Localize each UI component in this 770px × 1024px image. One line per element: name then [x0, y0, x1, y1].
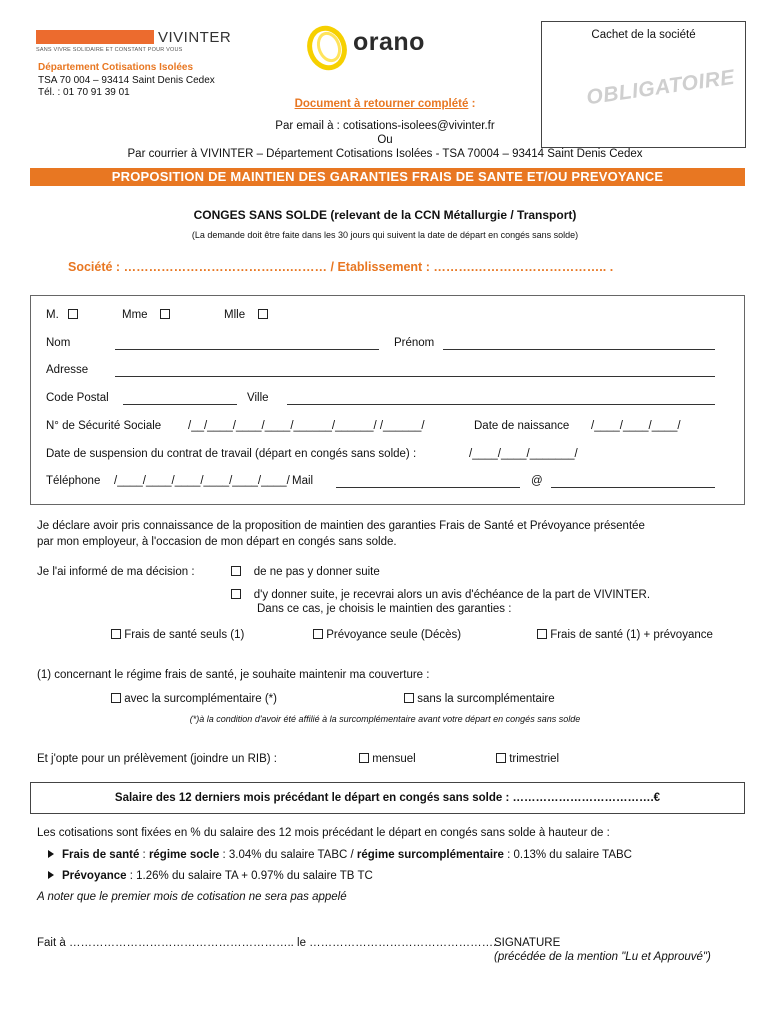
civility-mme-checkbox[interactable]	[160, 309, 170, 319]
guarantee-both-checkbox[interactable]	[537, 629, 547, 639]
return-instructions-title: Document à retourner complété :	[294, 98, 476, 110]
mail-user-field[interactable]	[336, 487, 520, 488]
orano-logo-icon	[305, 22, 353, 72]
decision-accept-continued: Dans ce cas, je choisis le maintien des garanties :	[257, 603, 512, 615]
guarantee-health-and-provident: Frais de santé (1) + prévoyance	[537, 629, 713, 641]
vivinter-logo-name: VIVINTER	[158, 29, 232, 46]
first-name-label: Prénom	[394, 337, 435, 349]
decision-decline: de ne pas y donner suite	[231, 566, 380, 578]
address-field[interactable]	[115, 376, 715, 377]
form-title-banner: PROPOSITION DE MAINTIEN DES GARANTIES FRAIS DE SANTE ET/OU PREVOYANCE	[30, 168, 745, 186]
social-security-label: N° de Sécurité Sociale	[46, 420, 162, 432]
contributions-intro: Les cotisations sont fixées en % du salaire des 12 mois précédant le départ en congés sans solde à hauteur de :	[37, 827, 610, 839]
company-establishment-line[interactable]: Société : ………………………………….……… / Etablissement : ……….………………………….. .	[68, 260, 614, 274]
vivinter-logo-bar	[36, 30, 154, 44]
suspension-date-field[interactable]: /____/____/_______/	[469, 448, 578, 460]
decision-label: Je l'ai informé de ma décision :	[37, 566, 195, 578]
form-subnote: (La demande doit être faite dans les 30 jours qui suivent la date de départ en congés sans solde)	[191, 230, 579, 240]
return-by-mail: Par courrier à VIVINTER – Département Cotisations Isolées - TSA 70004 – 93414 Saint Denis Cedex	[127, 148, 643, 160]
department-street: TSA 70 004 – 93414 Saint Denis Cedex	[38, 74, 215, 86]
form-subtitle: CONGES SANS SOLDE (relevant de la CCN Métallurgie / Transport)	[193, 208, 577, 222]
vivinter-logo-tagline: SANS VIVRE SOLIDAIRE ET CONSTANT POUR VOUS	[36, 47, 183, 53]
debit-monthly-checkbox[interactable]	[359, 753, 369, 763]
postal-code-field[interactable]	[123, 404, 237, 405]
civility-mlle-checkbox[interactable]	[258, 309, 268, 319]
city-field[interactable]	[287, 404, 715, 405]
debit-quarterly-checkbox[interactable]	[496, 753, 506, 763]
last-name-label: Nom	[46, 337, 71, 349]
department-address	[38, 62, 215, 100]
declaration-line-2: par mon employeur, à l'occasion de mon départ en congés sans solde.	[37, 536, 397, 548]
civility-mlle: Mlle	[224, 309, 268, 321]
social-security-field[interactable]: /__/____/____/____/______/______/ /______/	[188, 420, 425, 432]
contribution-provident: Prévoyance : 1.26% du salaire TA + 0.97% du salaire TB TC	[48, 870, 373, 882]
direct-debit-label: Et j'opte pour un prélèvement (joindre un RIB) :	[37, 753, 277, 765]
decision-accept: d'y donner suite, je recevrai alors un avis d'échéance de la part de VIVINTER.	[231, 589, 650, 601]
salary-box[interactable]: Salaire des 12 derniers mois précédant le départ en congés sans solde : ……………………………….€	[30, 782, 745, 814]
civility-m: M.	[46, 309, 78, 321]
regime-with-supplement-checkbox[interactable]	[111, 693, 121, 703]
bullet-arrow-icon	[48, 871, 54, 879]
regime-without-supplement: sans la surcomplémentaire	[404, 693, 555, 705]
regime-with-supplement: avec la surcomplémentaire (*)	[111, 693, 277, 705]
birth-date-field[interactable]: /____/____/____/	[591, 420, 681, 432]
mail-at-sign: @	[531, 475, 543, 487]
birth-date-label: Date de naissance	[474, 420, 570, 432]
decision-decline-checkbox[interactable]	[231, 566, 241, 576]
department-phone: Tél. : 01 70 91 39 01	[38, 87, 130, 98]
city-label: Ville	[247, 392, 269, 404]
mail-label: Mail	[292, 475, 314, 487]
mail-domain-field[interactable]	[551, 487, 715, 488]
debit-quarterly: trimestriel	[496, 753, 559, 765]
civility-mme: Mme	[122, 309, 170, 321]
address-label: Adresse	[46, 364, 89, 376]
return-by-email: Par email à : cotisations-isolees@vivinter.fr	[275, 120, 495, 132]
phone-field[interactable]: /____/____/____/____/____/____/	[114, 475, 290, 487]
signature-mention: (précédée de la mention "Lu et Approuvé")	[494, 951, 711, 963]
company-stamp-label: Cachet de la société	[591, 29, 696, 41]
supplement-footnote: (*)à la condition d'avoir été affilié à la surcomplémentaire avant votre départ en congés sans solde	[189, 714, 581, 724]
bullet-arrow-icon	[48, 850, 54, 858]
health-regime-label: (1) concernant le régime frais de santé, je souhaite maintenir ma couverture :	[37, 669, 430, 681]
return-or: Ou	[377, 134, 393, 146]
decision-accept-checkbox[interactable]	[231, 589, 241, 599]
declaration-line-1: Je déclare avoir pris connaissance de la proposition de maintien des garanties Frais de Santé et Prévoyance présentée	[37, 520, 645, 532]
debit-monthly: mensuel	[359, 753, 416, 765]
guarantee-provident-only-checkbox[interactable]	[313, 629, 323, 639]
postal-code-label: Code Postal	[46, 392, 109, 404]
place-date-line[interactable]: Fait à ………………………………………………….. le ………………………………………….	[37, 937, 497, 949]
last-name-field[interactable]	[115, 349, 379, 350]
vivinter-logo	[36, 27, 232, 57]
first-month-note: A noter que le premier mois de cotisation ne sera pas appelé	[37, 891, 347, 903]
suspension-date-label: Date de suspension du contrat de travail (départ en congés sans solde) :	[46, 448, 417, 460]
contribution-health: Frais de santé : régime socle : 3.04% du salaire TABC / régime surcomplémentaire : 0.13% du salaire TABC	[48, 849, 632, 861]
guarantee-health-only: Frais de santé seuls (1)	[111, 629, 244, 641]
guarantee-provident-only: Prévoyance seule (Décès)	[313, 629, 461, 641]
department-title: Département Cotisations Isolées	[38, 62, 194, 73]
employee-info-box	[30, 295, 745, 505]
guarantee-health-only-checkbox[interactable]	[111, 629, 121, 639]
mandatory-stamp: OBLIGATOIRE	[585, 65, 737, 110]
orano-logo	[305, 22, 445, 72]
orano-logo-name: orano	[353, 28, 425, 56]
regime-without-supplement-checkbox[interactable]	[404, 693, 414, 703]
civility-m-checkbox[interactable]	[68, 309, 78, 319]
first-name-field[interactable]	[443, 349, 715, 350]
signature-label: SIGNATURE	[494, 937, 561, 949]
phone-label: Téléphone	[46, 475, 101, 487]
